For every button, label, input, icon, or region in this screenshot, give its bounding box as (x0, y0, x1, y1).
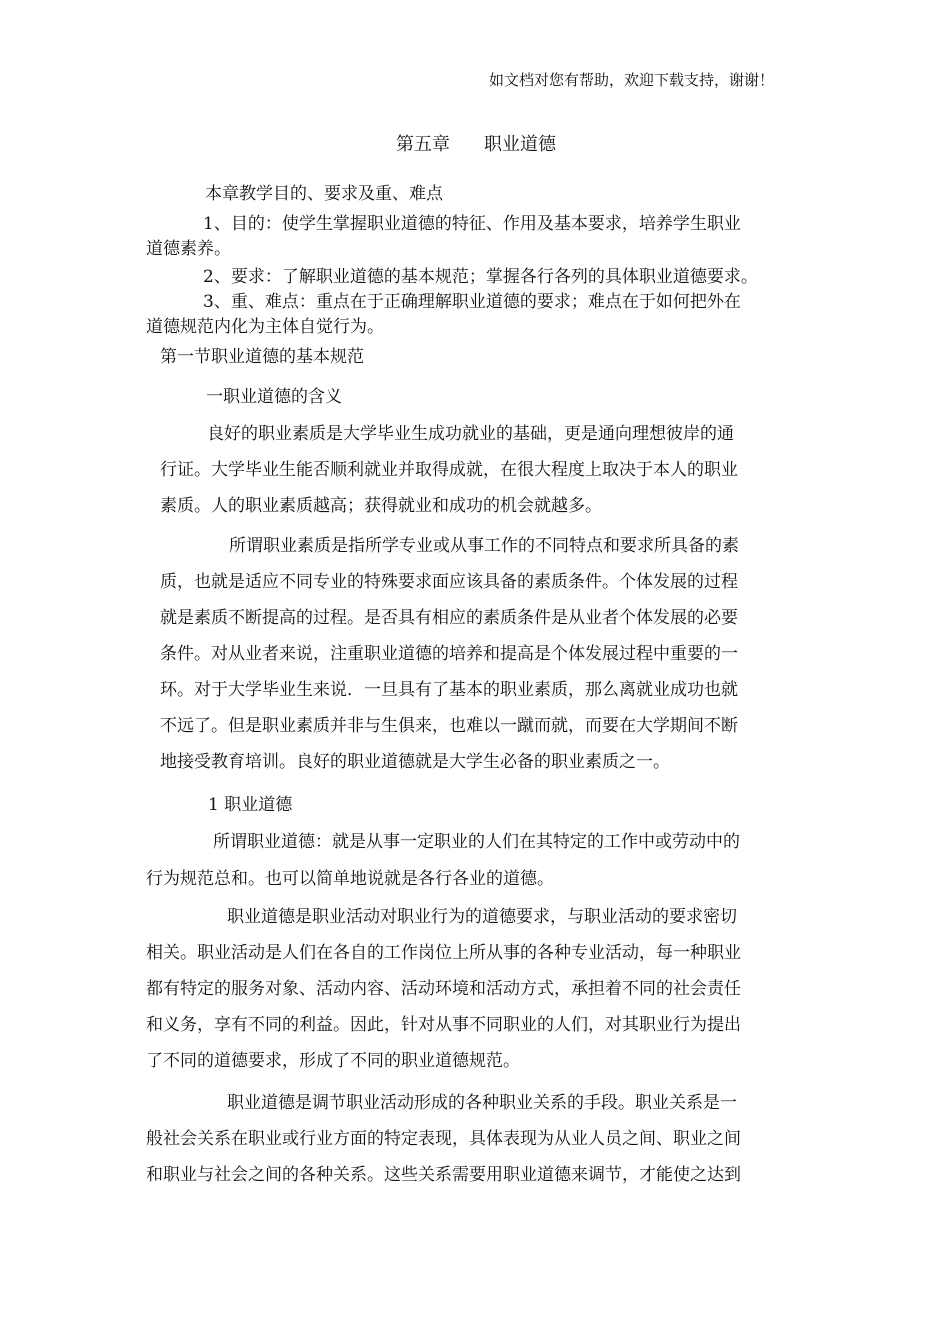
paragraph-line: 行为规范总和。也可以简单地说就是各行各业的道德。 (146, 869, 554, 889)
paragraph-line: 质，也就是适应不同专业的特殊要求面应该具备的素质条件。个体发展的过程 (160, 572, 738, 592)
section-title: 第一节职业道德的基本规范 (160, 347, 364, 367)
chapter-title (396, 133, 556, 157)
chapter-number: 第五章 (396, 134, 450, 155)
paragraph-line: 地接受教育培训。良好的职业道德就是大学生必备的职业素质之一。 (160, 752, 670, 772)
paragraph-line: 所谓职业素质是指所学专业或从事工作的不同特点和要求所具备的素 (229, 536, 739, 556)
paragraph-line: 和职业与社会之间的各种关系。这些关系需要用职业道德来调节，才能使之达到 (146, 1165, 741, 1185)
paragraph-line: 就是素质不断提高的过程。是否具有相应的素质条件是从业者个体发展的必要 (160, 608, 738, 628)
chapter-name: 职业道德 (484, 134, 556, 155)
paragraph-line: 职业道德是调节职业活动形成的各种职业关系的手段。职业关系是一 (227, 1093, 737, 1113)
paragraph-line: 良好的职业素质是大学毕业生成功就业的基础，更是通向理想彼岸的通 (207, 424, 734, 444)
paragraph-line: 和义务，享有不同的利益。因此，针对从事不同职业的人们，对其职业行为提出 (146, 1015, 741, 1035)
objective-keypoints-line-1: 3、重、难点：重点在于正确理解职业道德的要求；难点在于如何把外在 (203, 292, 741, 312)
paragraph-line: 职业道德是职业活动对职业行为的道德要求，与职业活动的要求密切 (227, 907, 737, 927)
paragraph-line: 不远了。但是职业素质并非与生俱来，也难以一蹴而就，而要在大学期间不断 (160, 716, 738, 736)
paragraph-line: 相关。职业活动是人们在各自的工作岗位上所从事的各种专业活动，每一种职业 (146, 943, 741, 963)
paragraph-line: 素质。人的职业素质越高；获得就业和成功的机会就越多。 (160, 496, 602, 516)
section-subtitle: 一职业道德的含义 (206, 387, 342, 407)
objective-purpose-line-1: 1、目的：使学生掌握职业道德的特征、作用及基本要求，培养学生职业 (203, 214, 741, 234)
point-heading: 1 职业道德 (208, 795, 293, 815)
paragraph-line: 都有特定的服务对象、活动内容、活动环境和活动方式，承担着不同的社会责任 (146, 979, 741, 999)
paragraph-line: 般社会关系在职业或行业方面的特定表现，具体表现为从业人员之间、职业之间 (146, 1129, 741, 1149)
paragraph-line: 所谓职业道德：就是从事一定职业的人们在其特定的工作中或劳动中的 (213, 832, 740, 852)
objective-purpose-line-2: 道德素养。 (146, 239, 231, 259)
objective-keypoints-line-2: 道德规范内化为主体自觉行为。 (146, 317, 384, 337)
paragraph-line: 条件。对从业者来说，注重职业道德的培养和提高是个体发展过程中重要的一 (160, 644, 738, 664)
header-note: 如文档对您有帮助，欢迎下载支持，谢谢！ (489, 71, 775, 89)
objectives-heading: 本章教学目的、要求及重、难点 (205, 184, 443, 204)
paragraph-line: 了不同的道德要求，形成了不同的职业道德规范。 (146, 1051, 520, 1071)
paragraph-line: 行证。大学毕业生能否顺利就业并取得成就，在很大程度上取决于本人的职业 (160, 460, 738, 480)
paragraph-line: 环。对于大学毕业生来说．一旦具有了基本的职业素质，那么离就业成功也就 (160, 680, 738, 700)
objective-requirement: 2、要求：了解职业道德的基本规范；掌握各行各列的具体职业道德要求。 (203, 267, 758, 287)
